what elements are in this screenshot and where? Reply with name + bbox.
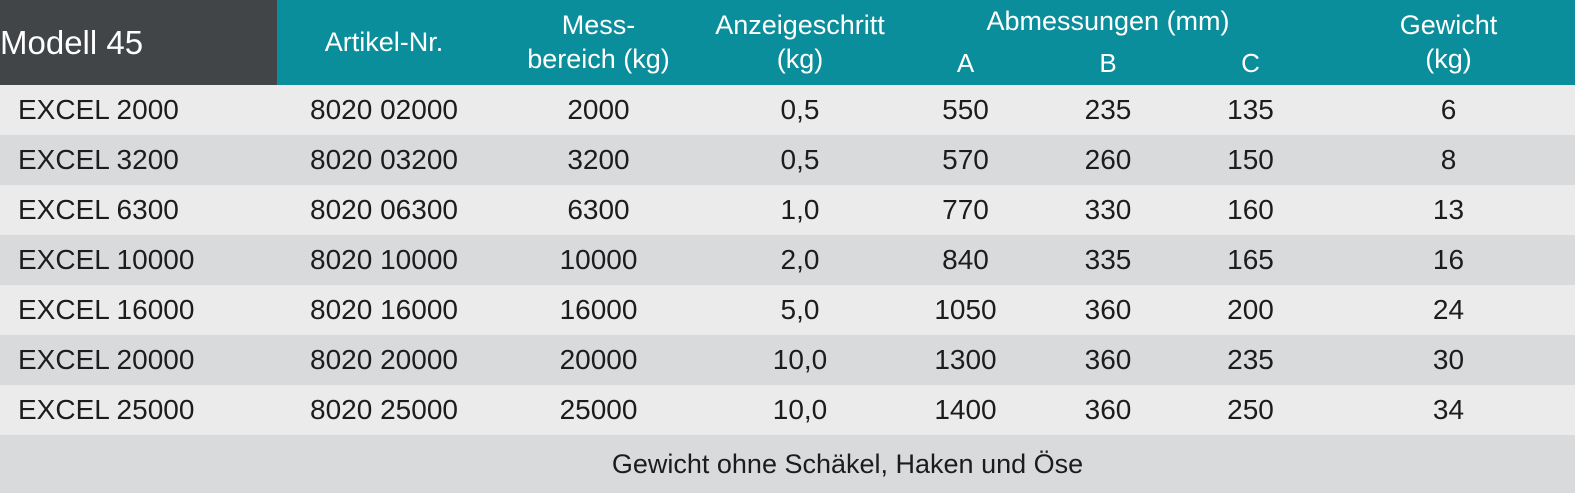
footnote-row — [0, 435, 1575, 493]
cell-dim-c: 165 — [1179, 235, 1322, 285]
cell-increment: 10,0 — [706, 385, 894, 435]
footnote-text: Gewicht ohne Schäkel, Haken und Öse — [0, 435, 1575, 493]
column-header-dim-c: C — [1179, 42, 1322, 85]
increment-line2: (kg) — [776, 43, 824, 74]
cell-dim-a: 550 — [894, 85, 1037, 135]
cell-measuring-range: 10000 — [491, 235, 706, 285]
cell-dim-c: 135 — [1179, 85, 1322, 135]
column-header-dim-a: A — [894, 42, 1037, 85]
cell-dim-b: 360 — [1037, 285, 1179, 335]
cell-dim-b: 360 — [1037, 385, 1179, 435]
cell-dim-b: 335 — [1037, 235, 1179, 285]
table-header — [0, 0, 1575, 85]
cell-article-no: 8020 06300 — [277, 185, 491, 235]
column-header-increment — [706, 0, 894, 85]
cell-dim-b: 260 — [1037, 135, 1179, 185]
column-header-article-no: Artikel-Nr. — [277, 0, 491, 85]
cell-weight: 8 — [1322, 135, 1575, 185]
cell-model: EXCEL 25000 — [0, 385, 277, 435]
cell-dim-b: 360 — [1037, 335, 1179, 385]
cell-model: EXCEL 10000 — [0, 235, 277, 285]
measuring-range-line1: Mess- — [561, 9, 636, 40]
column-header-dimensions-group: Abmessungen (mm) — [894, 0, 1322, 42]
table-row — [0, 335, 1575, 385]
cell-dim-b: 330 — [1037, 185, 1179, 235]
cell-model: EXCEL 2000 — [0, 85, 277, 135]
increment-line1: Anzeigeschritt — [715, 9, 885, 40]
cell-increment: 0,5 — [706, 85, 894, 135]
cell-model: EXCEL 6300 — [0, 185, 277, 235]
measuring-range-line2: bereich (kg) — [527, 43, 670, 74]
cell-weight: 24 — [1322, 285, 1575, 335]
cell-model: EXCEL 16000 — [0, 285, 277, 335]
cell-dim-c: 150 — [1179, 135, 1322, 185]
cell-increment: 10,0 — [706, 335, 894, 385]
cell-dim-c: 235 — [1179, 335, 1322, 385]
cell-measuring-range: 16000 — [491, 285, 706, 335]
cell-weight: 13 — [1322, 185, 1575, 235]
cell-dim-c: 250 — [1179, 385, 1322, 435]
cell-dim-a: 570 — [894, 135, 1037, 185]
cell-measuring-range: 25000 — [491, 385, 706, 435]
cell-measuring-range: 3200 — [491, 135, 706, 185]
cell-weight: 16 — [1322, 235, 1575, 285]
cell-article-no: 8020 20000 — [277, 335, 491, 385]
table-row — [0, 385, 1575, 435]
cell-increment: 1,0 — [706, 185, 894, 235]
table-row — [0, 285, 1575, 335]
column-header-measuring-range — [491, 0, 706, 85]
cell-increment: 5,0 — [706, 285, 894, 335]
weight-line2: (kg) — [1425, 43, 1472, 74]
cell-article-no: 8020 25000 — [277, 385, 491, 435]
cell-dim-a: 1400 — [894, 385, 1037, 435]
table-row — [0, 235, 1575, 285]
table-row — [0, 185, 1575, 235]
header-row-main — [0, 0, 1575, 42]
table-footer — [0, 435, 1575, 493]
cell-article-no: 8020 16000 — [277, 285, 491, 335]
column-header-weight — [1322, 0, 1575, 85]
cell-dim-c: 160 — [1179, 185, 1322, 235]
cell-article-no: 8020 03200 — [277, 135, 491, 185]
cell-article-no: 8020 10000 — [277, 235, 491, 285]
table-body — [0, 85, 1575, 435]
table-title: Modell 45 — [0, 0, 277, 85]
cell-dim-a: 840 — [894, 235, 1037, 285]
cell-measuring-range: 6300 — [491, 185, 706, 235]
cell-increment: 2,0 — [706, 235, 894, 285]
cell-dim-a: 1050 — [894, 285, 1037, 335]
cell-dim-c: 200 — [1179, 285, 1322, 335]
table-row — [0, 135, 1575, 185]
cell-dim-b: 235 — [1037, 85, 1179, 135]
cell-dim-a: 1300 — [894, 335, 1037, 385]
cell-article-no: 8020 02000 — [277, 85, 491, 135]
cell-measuring-range: 2000 — [491, 85, 706, 135]
cell-weight: 6 — [1322, 85, 1575, 135]
cell-model: EXCEL 20000 — [0, 335, 277, 385]
cell-weight: 30 — [1322, 335, 1575, 385]
cell-model: EXCEL 3200 — [0, 135, 277, 185]
cell-measuring-range: 20000 — [491, 335, 706, 385]
table-row — [0, 85, 1575, 135]
weight-line1: Gewicht — [1399, 9, 1498, 40]
column-header-dim-b: B — [1037, 42, 1179, 85]
cell-increment: 0,5 — [706, 135, 894, 185]
cell-dim-a: 770 — [894, 185, 1037, 235]
cell-weight: 34 — [1322, 385, 1575, 435]
